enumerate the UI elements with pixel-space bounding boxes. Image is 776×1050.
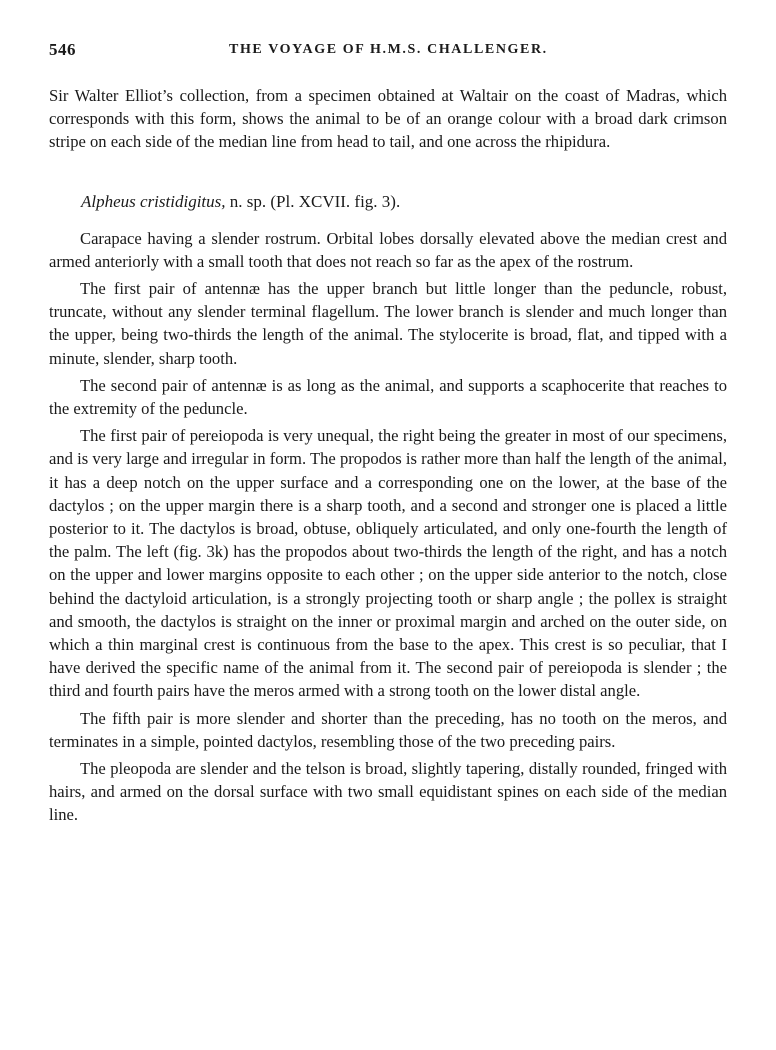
page bbox=[49, 40, 727, 827]
paragraph-fifth-pair: The fifth pair is more slender and shorter than the preceding, has no tooth on the meros, and terminates in a simple, pointed dactylos, resembling those of the two preceding pairs. bbox=[49, 708, 727, 751]
paragraph-pleopoda: The pleopoda are slender and the telson is broad, slightly tapering, distally rounded, fringed with hairs, and armed on the dorsal surface with two small equidistant spines on each side of the median line. bbox=[49, 759, 727, 825]
species-name: Alpheus cristidigitus, bbox=[81, 191, 226, 211]
page-number: 546 bbox=[49, 40, 76, 59]
paragraph-second-antennae: The second pair of antennæ is as long as the animal, and supports a scaphocerite that reaches to the extremity of the peduncle. bbox=[49, 375, 727, 419]
paragraph-first-pereiopoda: The first pair of pereiopoda is very unequal, the right being the greater in most of our specimens, and is very large and irregular in form. The propodos is rather more than half the length of the animal, it has a deep notch on the upper surface and a corresponding one on the lower, at the base of the dactylos ; on the upper margin there is a sharp tooth, and a second and stronger one is placed a little posterior to it. The dactylos is broad, obtuse, obliquely articulated, and only one-fourth the length of the palm. The left (fig. 3k) has the propodos about two-thirds the length of the right, and has a notch on the upper and lower margins opposite to each other ; on the upper side anterior to the notch, close behind the dactyloid articulation, is a strongly projecting tooth or sharp angle ; the pollex is straight and smooth, the dactylos is straight on the inner or proximal margin and arched on the outer side, on which a thin marginal crest is continuous from the base to the apex. This crest is so peculiar, that I have derived the specific name of the animal from it. The second pair of pereiopoda is slender ; the third and fourth pairs have the meros armed with a strong tooth on the lower distal angle. bbox=[49, 426, 727, 701]
paragraph-carapace: Carapace having a slender rostrum. Orbital lobes dorsally elevated above the median crest and armed anteriorly with a small tooth that does not reach so far as the apex of the rostrum. bbox=[49, 228, 727, 271]
intro-paragraph: Sir Walter Elliot’s collection, from a specimen obtained at Waltair on the coast of Madras, which corresponds with this form, shows the animal to be of an orange colour with a broad dark crimson stripe on each side of the median line from head to tail, and one across the rhipidura. bbox=[49, 86, 727, 152]
species-heading bbox=[49, 190, 727, 213]
paragraph-first-antennae: The first pair of antennæ has the upper branch but little longer than the peduncle, robust, truncate, without any slender terminal flagellum. The lower branch is slender and much longer than the upper, being two-thirds the length of the animal. The stylocerite is broad, flat, and tipped with a minute, slender, sharp tooth. bbox=[49, 279, 727, 368]
species-note: n. sp. (Pl. XCVII. fig. 3). bbox=[229, 191, 401, 211]
running-title: THE VOYAGE OF H.M.S. CHALLENGER. bbox=[229, 42, 548, 57]
running-head bbox=[49, 40, 727, 66]
